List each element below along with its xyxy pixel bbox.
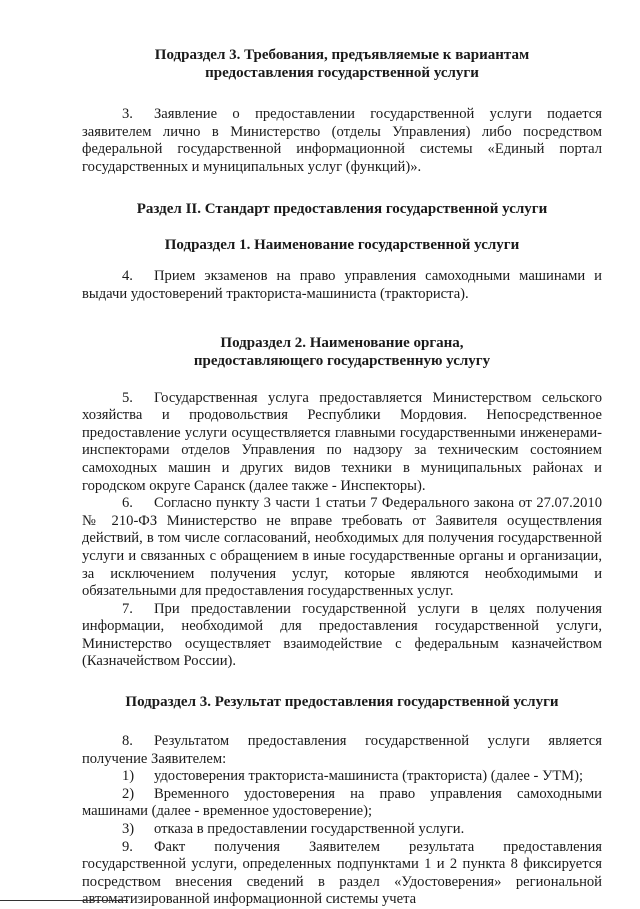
list-item-2 [82, 786, 602, 821]
paragraph-4 [82, 268, 602, 303]
paragraph-number: 6. [122, 495, 133, 512]
paragraph-3 [82, 106, 602, 176]
list-item-text: отказа в предоставлении государственной услуги. [154, 821, 465, 838]
list-item-number: 2) [122, 785, 135, 802]
heading-line: предоставления государственной услуги [205, 65, 479, 81]
paragraph-6 [82, 495, 602, 601]
paragraph-text: Заявление о предоставлении государственной услуги подается заявителем лично в Министерство (отделы Управления) либо посредством федеральной государственной информационной системы «Единый портал государственных и муниципальных услуг (функций)». [82, 106, 602, 175]
paragraph-text: Согласно пункту 3 части 1 статьи 7 Федерального закона от 27.07.2010 № 210-ФЗ Министерство не вправе требовать от Заявителя осуществления действий, в том числе согласований, необходимых для получения государственной услуги и связанных с обращением в иные государственные органы и организации, за исключением получения услуг, которые являются необходимыми и обязательными для предоставления государственных услуг. [82, 495, 602, 600]
paragraph-text: Результатом предоставления государственной услуги является получение Заявителем: [82, 733, 602, 767]
paragraph-text: Факт получения Заявителем результата предоставления государственной услуги, определенных подпунктами 1 и 2 пункта 8 фиксируется посредством внесения сведений в раздел «Удостоверения» региональной автоматизированной информационной системы учета [82, 838, 602, 908]
list-item-text: удостоверения тракториста-машиниста (тракториста) (далее - УТМ); [154, 768, 584, 785]
list-item-text: Временного удостоверения на право управления самоходными машинами (далее - временное удостоверение); [82, 785, 602, 820]
list-item-3 [82, 821, 602, 839]
paragraph-number: 3. [122, 106, 133, 122]
paragraph-number: 7. [122, 600, 133, 617]
list-item-number: 1) [122, 768, 135, 785]
heading-section-2: Раздел II. Стандарт предоставления государственной услуги [136, 201, 548, 218]
paragraph-number: 8. [122, 733, 133, 750]
heading-line: Подраздел 2. Наименование органа, [220, 334, 464, 351]
heading-subsection-3-requirements [82, 46, 602, 82]
list-item-1 [82, 768, 602, 786]
footnote-divider [0, 900, 128, 901]
heading-subsection-2 [82, 334, 602, 370]
paragraph-7 [82, 601, 602, 671]
heading-subsection-3-result: Подраздел 3. Результат предоставления государственной услуги [125, 694, 559, 711]
paragraph-9 [82, 839, 602, 909]
paragraph-number: 5. [122, 389, 133, 406]
paragraph-text: Прием экзаменов на право управления самоходными машинами и выдачи удостоверений тракториста-машиниста (тракториста). [82, 268, 602, 302]
paragraph-text: При предоставлении государственной услуги в целях получения информации, необходимой для предоставления государственной услуги, Министерство осуществляет взаимодействие с федеральным казначейством (Казначейством России). [82, 600, 602, 670]
paragraph-5 [82, 390, 602, 496]
paragraph-number: 9. [122, 838, 133, 855]
heading-line: Подраздел 3. Требования, предъявляемые к вариантам [154, 47, 530, 63]
heading-line: предоставляющего государственную услугу [193, 352, 491, 369]
list-item-number: 3) [122, 821, 135, 838]
paragraph-text: Государственная услуга предоставляется Министерством сельского хозяйства и продовольствия Республики Мордовия. Непосредственное предоставление услуги осуществляется главными государственными инженерами-инспекторами отделов Управления по надзору за техническим состоянием самоходных машин и других видов техники в муниципальных районах и городском округе Саранск (далее также - Инспекторы). [82, 389, 602, 494]
paragraph-number: 4. [122, 268, 133, 285]
paragraph-8 [82, 733, 602, 768]
heading-subsection-1: Подраздел 1. Наименование государственной услуги [164, 237, 520, 254]
